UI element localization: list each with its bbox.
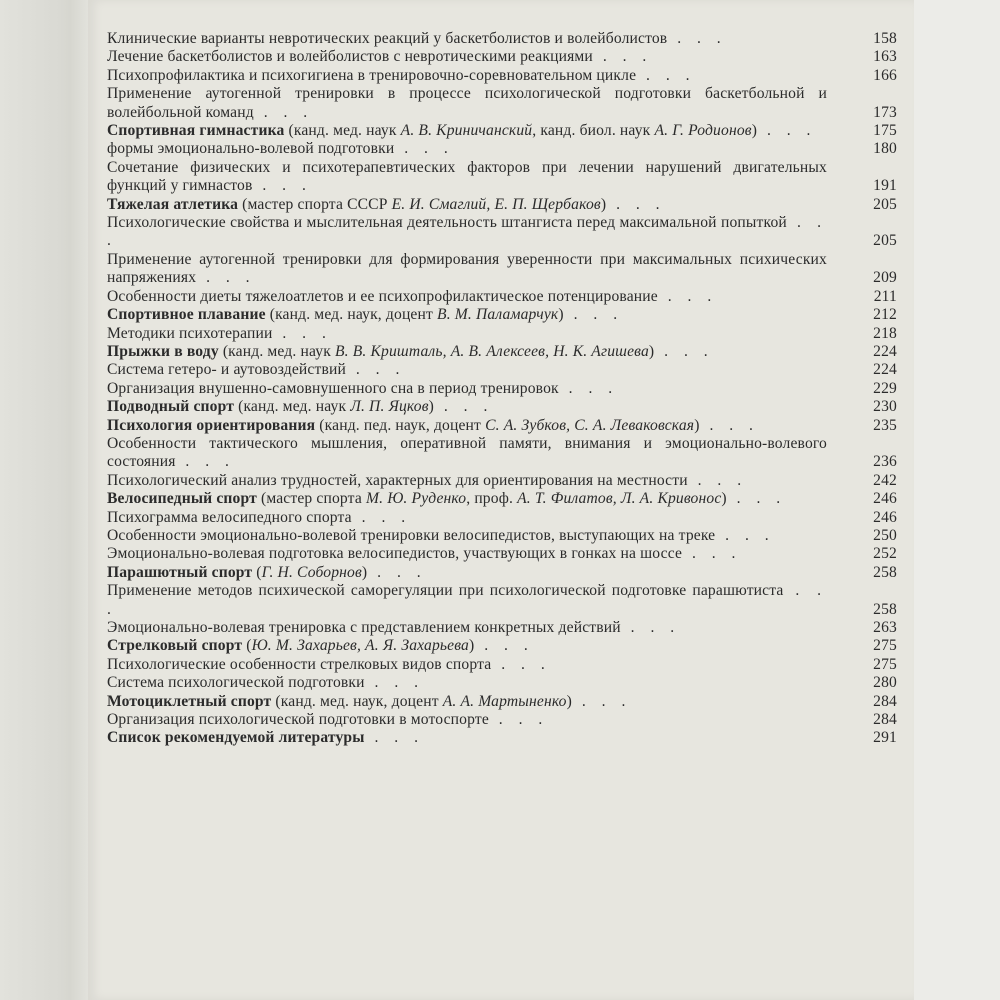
toc-entry <box>107 380 897 398</box>
toc-entry-title <box>107 637 474 654</box>
toc-page-number: 258 <box>873 563 897 581</box>
leader-dots: . . . <box>592 48 653 66</box>
table-of-contents <box>107 30 897 748</box>
toc-authors: В. М. Паламарчук <box>437 306 559 324</box>
toc-section-title: Мотоциклетный спорт <box>107 692 272 710</box>
toc-entry <box>107 527 897 545</box>
toc-page-number: 224 <box>873 361 897 379</box>
leader-dots: . . . <box>571 692 632 710</box>
toc-page-number: 205 <box>873 195 897 213</box>
toc-entry-title <box>107 343 654 360</box>
toc-entry-title <box>107 711 489 728</box>
toc-entry-title <box>107 140 394 157</box>
leader-dots: . . . <box>682 545 742 563</box>
toc-page-number: 275 <box>873 655 897 673</box>
toc-page-number: 230 <box>873 398 897 416</box>
toc-entry-text: Система психологической подготовки <box>107 674 365 692</box>
toc-entry-title <box>107 30 667 47</box>
toc-entry-title <box>107 288 658 305</box>
toc-entry-text: формы эмоционально-волевой подготовки <box>107 140 395 158</box>
toc-entry <box>107 545 897 563</box>
toc-section-heading <box>107 417 897 435</box>
toc-page-number: 284 <box>873 711 897 729</box>
toc-entry-title <box>107 214 787 231</box>
toc-credit-text: (канд. мед. наук <box>234 398 351 416</box>
toc-page-number: 280 <box>873 674 897 692</box>
leader-dots: . . . <box>667 30 727 47</box>
toc-page-number: 242 <box>873 471 897 489</box>
toc-section-heading <box>107 637 897 655</box>
toc-entry-text: Клинические варианты невротических реакций у баскетболистов и волейболистов <box>107 30 668 47</box>
toc-entry-text: Психологический анализ трудностей, характерных для ориентирования на местности <box>107 471 688 489</box>
toc-entry-text: Организация психологической подготовки в мотоспорте <box>107 711 489 729</box>
toc-section-heading <box>107 196 897 214</box>
toc-authors: А. А. Мартыненко <box>442 692 567 710</box>
toc-page-number: 229 <box>873 379 897 397</box>
toc-section-heading <box>107 306 897 324</box>
toc-entry-title <box>107 159 827 194</box>
toc-credit-text: ) <box>751 122 758 140</box>
toc-page-number: 191 <box>873 177 897 195</box>
toc-section-title: Список рекомендуемой литературы <box>107 729 365 747</box>
toc-section-title: Велосипедный спорт <box>107 490 257 508</box>
toc-entry-title <box>107 48 593 65</box>
toc-page-number: 173 <box>873 103 897 121</box>
toc-page-number: 209 <box>873 269 897 287</box>
toc-entry-title <box>107 196 606 213</box>
leader-dots: . . . <box>433 398 494 416</box>
leader-dots: . . . <box>657 287 718 305</box>
toc-authors: Л. П. Яцков <box>350 398 429 416</box>
leader-dots: . . . <box>364 729 424 747</box>
toc-page-number: 224 <box>873 342 897 360</box>
leader-dots: . . . <box>364 674 425 692</box>
leader-dots: . . . <box>699 416 759 434</box>
toc-entry-text: Система гетеро- и аутовоздействий <box>107 361 346 379</box>
toc-entry <box>107 711 897 729</box>
toc-section-title: Подводный спорт <box>107 398 235 416</box>
leader-dots: . . . <box>367 563 427 581</box>
toc-page-number: 284 <box>873 692 897 710</box>
toc-page-number: 211 <box>873 287 897 305</box>
toc-page-number: 166 <box>873 66 897 84</box>
leader-dots: . . . <box>715 526 775 544</box>
toc-entry-title <box>107 306 564 323</box>
leader-dots: . . . <box>636 66 696 84</box>
toc-entry-title <box>107 472 688 489</box>
toc-entry-title <box>107 490 727 507</box>
toc-entry-title <box>107 656 491 673</box>
toc-page-number: 252 <box>873 545 897 563</box>
toc-entry-text: Психопрофилактика и психогигиена в тренировочно-соревновательном цикле <box>107 66 637 84</box>
toc-credit-text: (канд. пед. наук, доцент <box>315 416 486 434</box>
toc-section-heading <box>107 398 897 416</box>
toc-page-number: 291 <box>873 729 897 747</box>
toc-authors: С. А. Зубков, С. А. Леваковская <box>485 416 695 434</box>
leader-dots: . . . <box>563 306 624 324</box>
toc-authors: В. В. Кришталь, А. В. Алексеев, Н. К. Агишева <box>334 342 649 360</box>
toc-entry <box>107 582 897 619</box>
toc-entry-text: Лечение баскетболистов и волейболистов с невротическими реакциями <box>107 48 593 66</box>
toc-entry-text: Психологические особенности стрелковых видов спорта <box>107 655 492 673</box>
toc-section-heading <box>107 729 897 747</box>
toc-entry-title <box>107 509 352 526</box>
toc-credit-text: ) <box>648 342 655 360</box>
toc-credit-text: ) <box>558 306 564 324</box>
toc-entry-text: Психологические свойства и мыслительная деятельность штангиста перед максимальной попыткой <box>107 214 787 232</box>
toc-authors: Ю. М. Захарьев, А. Я. Захарьева <box>251 637 469 655</box>
toc-section-title: Тяжелая атлетика <box>107 195 239 213</box>
toc-page-number: 263 <box>873 619 897 636</box>
toc-page-number: 246 <box>873 508 897 526</box>
toc-entry-title <box>107 693 572 710</box>
toc-entry-text: Особенности тактического мышления, оперативной памяти, внимания и эмоционально-волевого состояния <box>107 434 827 471</box>
leader-dots: . . . <box>345 361 406 379</box>
toc-page-number: 180 <box>873 140 897 158</box>
toc-entry <box>107 67 897 85</box>
toc-entry-title <box>107 85 827 120</box>
leader-dots: . . . <box>394 140 454 158</box>
toc-entry <box>107 656 897 674</box>
toc-entry-text: Применение методов психической саморегуляции при психологической подготовке парашютиста <box>107 582 784 600</box>
toc-credit-text: ) <box>361 563 368 581</box>
toc-page-number: 175 <box>873 122 897 140</box>
toc-entry-title <box>107 398 434 415</box>
leader-dots: . . . <box>558 379 619 397</box>
toc-entry-title <box>107 564 367 581</box>
leader-dots: . . . <box>253 103 314 121</box>
leader-dots: . . . <box>474 637 534 655</box>
toc-entry-title <box>107 122 757 139</box>
leader-dots: . . . <box>620 619 681 636</box>
toc-entry <box>107 472 897 490</box>
toc-entry-text: Методики психотерапии <box>107 324 273 342</box>
toc-entry <box>107 159 897 196</box>
toc-entry-title <box>107 67 636 84</box>
toc-credit-text: , проф. <box>466 490 518 508</box>
toc-entry-title <box>107 417 700 434</box>
toc-page-number: 235 <box>873 416 897 434</box>
toc-credit-text: ) <box>566 692 572 710</box>
toc-entry-text: Эмоционально-волевая тренировка с представлением конкретных действий <box>107 619 621 636</box>
toc-entry-text: Сочетание физических и психотерапевтических факторов при лечении нарушений двигательных функций у гимнастов <box>107 158 827 195</box>
leader-dots: . . . <box>488 711 549 729</box>
toc-entry <box>107 435 897 472</box>
toc-entry-text: Эмоционально-волевая подготовка велосипедистов, участвующих в гонках на шоссе <box>107 545 683 563</box>
toc-section-heading <box>107 564 897 582</box>
toc-entry-text: Особенности эмоционально-волевой тренировки велосипедистов, выступающих на треке <box>107 526 716 544</box>
toc-section-heading <box>107 343 897 361</box>
toc-credit-text: (мастер спорта <box>256 490 366 508</box>
toc-page-number: 236 <box>873 453 897 471</box>
toc-credit-text: ) <box>468 637 475 655</box>
toc-entry-title <box>107 527 715 544</box>
toc-authors: А. Г. Родионов <box>654 122 752 140</box>
toc-entry-title <box>107 361 346 378</box>
toc-page-number: 218 <box>873 324 897 342</box>
toc-section-heading <box>107 490 897 508</box>
toc-section-title: Спортивное плавание <box>107 306 266 324</box>
toc-entry <box>107 85 897 122</box>
toc-page-number: 250 <box>873 526 897 544</box>
toc-entry <box>107 619 897 637</box>
toc-authors: М. Ю. Руденко <box>365 490 467 508</box>
toc-entry <box>107 674 897 692</box>
toc-credit-text: (канд. мед. наук, доцент <box>265 306 438 324</box>
toc-authors: Е. И. Смаглий, Е. П. Щербаков <box>391 195 601 213</box>
toc-section-heading <box>107 693 897 711</box>
toc-authors: А. Т. Филатов, Л. А. Кривонос <box>517 490 722 508</box>
toc-credit-text: ) <box>600 195 607 213</box>
toc-authors: Г. Н. Соборнов <box>261 563 362 581</box>
toc-entry-text: Применение аутогенной тренировки для формирования уверенности при максимальных психических напряжениях <box>107 250 827 287</box>
toc-credit-text: ) <box>721 490 727 508</box>
toc-entry-title <box>107 619 621 636</box>
toc-credit-text: (мастер спорта СССР <box>238 195 392 213</box>
toc-entry <box>107 361 897 379</box>
toc-entry <box>107 140 897 158</box>
toc-authors: А. В. Криничанский <box>400 122 533 140</box>
toc-entry <box>107 509 897 527</box>
toc-entry-title <box>107 729 365 746</box>
toc-entry <box>107 325 897 343</box>
toc-credit-text: (канд. мед. наук <box>218 342 335 360</box>
toc-credit-text: (канд. мед. наук <box>284 122 401 140</box>
leader-dots: . . . <box>726 490 787 508</box>
leader-dots: . . . <box>107 214 827 250</box>
toc-entry <box>107 48 897 66</box>
toc-section-title: Психология ориентирования <box>107 416 316 434</box>
toc-entry <box>107 251 897 288</box>
leader-dots: . . . <box>175 453 235 471</box>
toc-page-number: 258 <box>873 600 897 618</box>
leader-dots: . . . <box>196 269 256 287</box>
toc-section-title: Прыжки в воду <box>107 342 219 360</box>
leader-dots: . . . <box>252 177 312 195</box>
toc-credit-text: ) <box>694 416 700 434</box>
toc-entry-title <box>107 380 559 397</box>
toc-entry-title <box>107 582 783 599</box>
leader-dots: . . . <box>687 471 748 489</box>
toc-entry-text: Психограмма велосипедного спорта <box>107 508 352 526</box>
leader-dots: . . . <box>757 122 817 140</box>
leader-dots: . . . <box>491 655 551 673</box>
toc-entry-title <box>107 545 682 562</box>
leader-dots: . . . <box>654 342 714 360</box>
toc-entry-text: Применение аутогенной тренировки в процессе психологической подготовки баскетбольной и волейбольной команд <box>107 85 827 121</box>
toc-section-title: Парашютный спорт <box>107 563 253 581</box>
toc-page-number: 205 <box>873 232 897 250</box>
toc-credit-text: , канд. биол. наук <box>532 122 655 140</box>
toc-section-heading <box>107 122 897 140</box>
toc-entry-title <box>107 325 272 342</box>
leader-dots: . . . <box>107 582 828 618</box>
page-edge <box>914 0 1000 1000</box>
toc-entry <box>107 30 897 48</box>
toc-page-number: 212 <box>873 306 897 324</box>
toc-page-number: 275 <box>873 637 897 655</box>
leader-dots: . . . <box>272 324 332 342</box>
toc-entry <box>107 214 897 251</box>
toc-page-number: 163 <box>873 48 897 66</box>
toc-credit-text: ( <box>252 563 262 581</box>
toc-entry-title <box>107 674 365 691</box>
toc-page-number: 246 <box>873 490 897 508</box>
toc-entry <box>107 288 897 306</box>
toc-entry-text: Особенности диеты тяжелоатлетов и ее психопрофилактическое потенцирование <box>107 287 658 305</box>
toc-credit-text: (канд. мед. наук, доцент <box>271 692 443 710</box>
toc-entry-text: Организация внушенно-самовнушенного сна в период тренировок <box>107 379 559 397</box>
toc-section-title: Спортивная гимнастика <box>107 122 285 140</box>
toc-credit-text: ( <box>242 637 252 655</box>
toc-credit-text: ) <box>428 398 434 416</box>
leader-dots: . . . <box>351 508 412 526</box>
toc-page-number: 158 <box>873 30 897 47</box>
leader-dots: . . . <box>606 195 666 213</box>
toc-section-title: Стрелковый спорт <box>107 637 243 655</box>
